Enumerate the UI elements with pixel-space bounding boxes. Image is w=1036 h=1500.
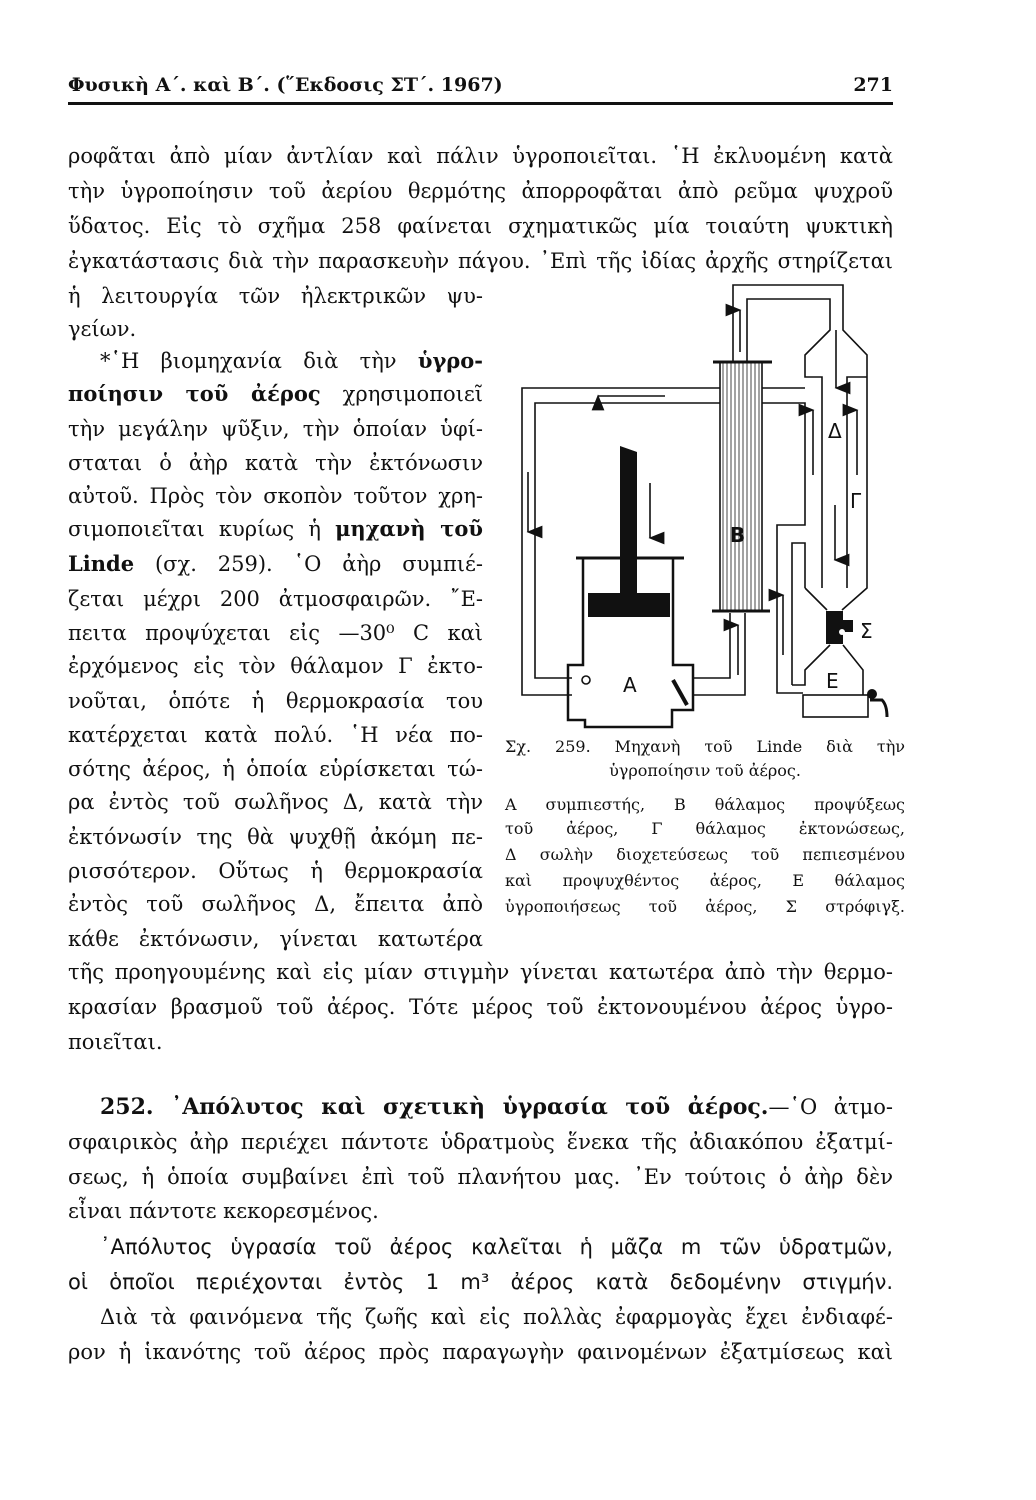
drain-tap — [867, 689, 887, 717]
text-line: ἐντὸς τοῦ σωλῆνος Δ, ἔπειτα ἀπὸ — [68, 892, 483, 916]
caption-legend: Δ σωλὴν διοχετεύσεως τοῦ πεπιεσμένου — [505, 845, 905, 864]
caption-legend: τοῦ ἀέρος, Γ θάλαμος ἐκτονώσεως, — [505, 819, 905, 838]
bold-term: Linde — [68, 551, 135, 576]
section-heading-tail: —῾Ο ἀτμο- — [768, 1095, 893, 1119]
text-line: κατέρχεται κατὰ πολύ. ῾Η νέα πο- — [68, 723, 483, 747]
label-E: E — [826, 669, 839, 693]
text-line: ἐκτόνωσίν της θὰ ψυχθῇ ἀκόμη πε- — [68, 825, 483, 849]
caption-legend: ὑγροποιήσεως τοῦ ἀέρος, Σ στρόφιγξ. — [505, 897, 905, 916]
text-line: αὐτοῦ. Πρὸς τὸν σκοπὸν τοῦτον χρη- — [68, 484, 483, 508]
text-line — [100, 347, 483, 375]
text-line: σφαιρικὸς ἀὴρ περιέχει πάντοτε ὑδρατμοὺς ἕνεκα τῆς ἀδιακόπου ἐξατμί- — [68, 1130, 893, 1154]
text-line — [68, 515, 483, 543]
bold-term: μηχανὴ τοῦ — [335, 516, 483, 541]
caption-title: Σχ. 259. Μηχανὴ τοῦ Linde διὰ τὴν — [505, 737, 905, 756]
label-Delta: Δ — [828, 419, 842, 443]
text-line: κάθε ἐκτόνωσιν, γίνεται κατωτέρα — [68, 927, 483, 951]
pipes — [522, 285, 868, 717]
text-line: κρασίαν βρασμοῦ τοῦ ἀέρος. Τότε μέρος τοῦ ἐκτονουμένου ἀέρος ὑγρο- — [68, 995, 893, 1019]
text-line: ρισσότερον. Οὕτως ἡ θερμοκρασία — [68, 859, 483, 883]
precooler-B — [712, 362, 772, 611]
section-heading: 252. ᾿Απόλυτος καὶ σχετικὴ ὑγρασία τοῦ ἀέρος. — [100, 1094, 769, 1120]
text-line: τῆς προηγουμένης καὶ εἰς μίαν στιγμὴν γίνεται κατωτέρα ἀπὸ τὴν θερμο- — [68, 960, 893, 984]
text-line: ζεται μέχρι 200 ἀτμοσφαιρῶν. ῎Ε- — [68, 587, 483, 611]
text-line: εἶναι πάντοτε κεκορεσμένος. — [68, 1199, 379, 1223]
text-line: σότης ἀέρος, ἡ ὁποία εὑρίσκεται τώ- — [68, 757, 483, 781]
running-header — [68, 70, 893, 105]
text-line: ποιεῖται. — [68, 1030, 163, 1054]
text-line: νοῦται, ὁπότε ἡ θερμοκρασία του — [68, 689, 483, 713]
text-line: τὴν μεγάλην ψῦξιν, τὴν ὁποίαν ὑφί- — [68, 417, 483, 441]
text-line: ροφᾶται ἀπὸ μίαν ἀντλίαν καὶ πάλιν ὑγροποιεῖται. ῾Η ἐκλυομένη κατὰ — [68, 144, 893, 168]
text-span: χρησιμοποιεῖ — [320, 382, 483, 406]
caption-title: ὑγροποίησιν τοῦ ἀέρος. — [609, 761, 801, 780]
label-B: B — [730, 523, 746, 547]
text-line — [68, 380, 483, 408]
definition-line: ᾿Απόλυτος ὑγρασία τοῦ ἀέρος καλεῖται ἡ μᾶζα m τῶν ὑδρατμῶν, — [100, 1235, 893, 1259]
text-line: ἐρχόμενος εἰς τὸν θάλαμον Γ ἐκτο- — [68, 654, 483, 678]
text-line: γείων. — [68, 317, 137, 341]
text-line — [68, 550, 483, 578]
section-heading-line — [100, 1093, 893, 1121]
text-line: Διὰ τὰ φαινόμενα τῆς ζωῆς καὶ εἰς πολλὰς ἐφαρμογὰς ἔχει ἐνδιαφέ- — [100, 1305, 893, 1329]
bold-term: ὑγρο- — [417, 348, 483, 373]
text-line: ἡ λειτουργία τῶν ἠλεκτρικῶν ψυ- — [68, 284, 483, 308]
text-line: πειτα προψύχεται εἰς —30⁰ C καὶ — [68, 621, 483, 645]
text-line: σταται ὁ ἀὴρ κατὰ τὴν ἐκτόνωσιν — [68, 451, 483, 475]
stopcock-S — [826, 611, 853, 644]
text-span: (σχ. 259). ῾Ο ἀὴρ συμπιέ- — [134, 552, 483, 576]
definition-line: οἱ ὁποῖοι περιέχονται ἐντὸς 1 m³ ἀέρος κατὰ δεδομένην στιγμήν. — [68, 1270, 893, 1294]
label-A: A — [623, 673, 637, 697]
text-line: ρον ἡ ἱκανότης τοῦ ἀέρος πρὸς παραγωγὴν φαινομένων ἐξατμίσεως καὶ — [68, 1340, 893, 1364]
text-span: σιμοποιεῖται κυρίως ἡ — [68, 517, 336, 541]
label-Gamma: Γ — [850, 489, 862, 513]
linde-machine-diagram — [490, 280, 910, 740]
running-title: Φυσικὴ Α΄. καὶ Β΄. (῞Εκδοσις ΣΤ΄. 1967) — [68, 74, 503, 96]
bold-term: ποίησιν τοῦ ἀέρος — [68, 381, 321, 406]
text-line: ὕδατος. Εἰς τὸ σχῆμα 258 φαίνεται σχηματικῶς μία τοιαύτη ψυκτικὴ — [68, 214, 893, 238]
text-line: ρα ἐντὸς τοῦ σωλῆνος Δ, κατὰ τὴν — [68, 790, 483, 814]
label-Sigma: Σ — [860, 619, 873, 643]
text-line: ἐγκατάστασις διὰ τὴν παρασκευὴν πάγου. ᾿Επὶ τῆς ἰδίας ἀρχῆς στηρίζεται — [68, 249, 893, 273]
page-number: 271 — [853, 74, 893, 96]
text-line: τὴν ὑγροποίησιν τοῦ ἀερίου θερμότης ἀπορροφᾶται ἀπὸ ρεῦμα ψυχροῦ — [68, 179, 893, 203]
caption-legend: καὶ προψυχθέντος ἀέρος, Ε θάλαμος — [505, 871, 905, 890]
text-line: σεως, ἡ ὁποία συμβαίνει ἐπὶ τοῦ πλανήτου μας. ᾿Εν τούτοις ὁ ἀὴρ δὲν — [68, 1165, 893, 1189]
caption-legend: Α συμπιεστής, Β θάλαμος προψύξεως — [505, 795, 905, 814]
text-span: *῾Η βιομηχανία διὰ τὴν — [100, 349, 418, 373]
flow-arrows — [528, 310, 857, 675]
